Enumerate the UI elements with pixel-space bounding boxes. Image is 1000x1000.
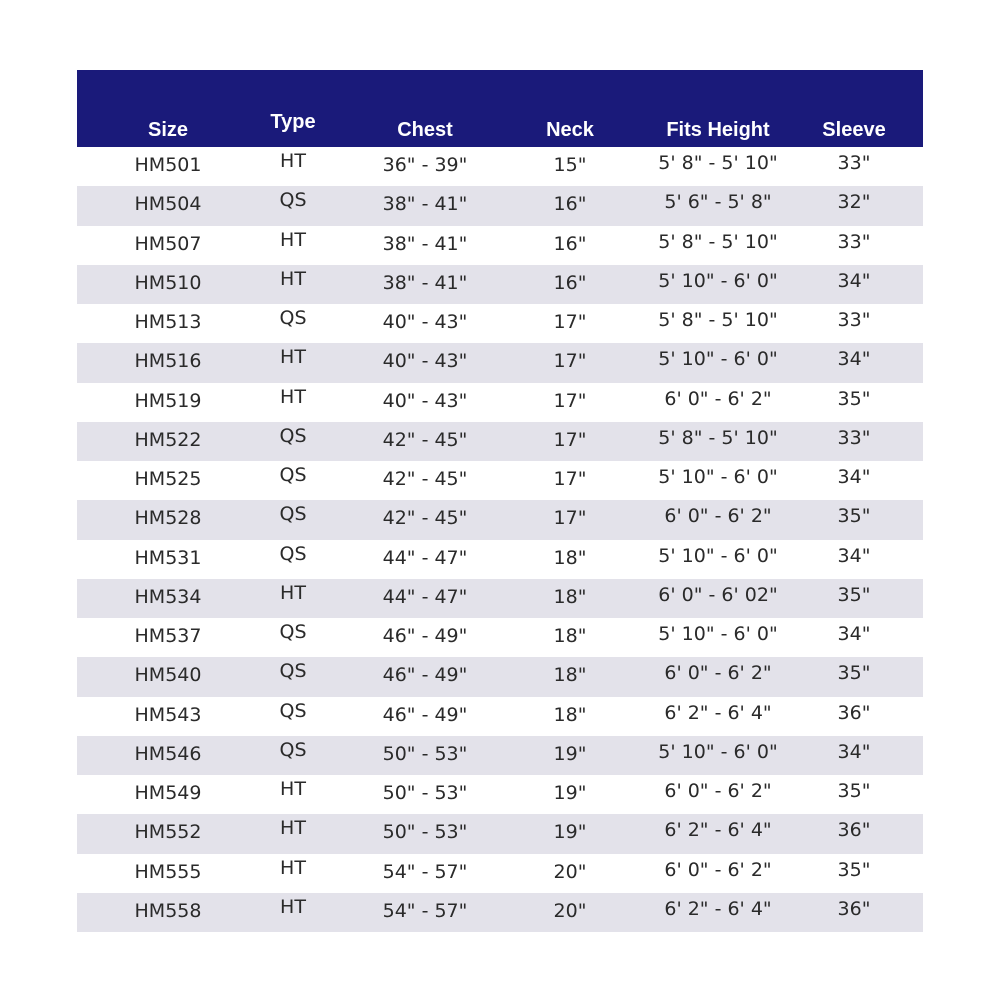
cell-chest: 38" - 41" — [382, 271, 468, 294]
cell-fits-height: 6' 0" - 6' 2" — [664, 780, 772, 802]
cell-neck: 17" — [553, 350, 587, 373]
cell-sleeve: 35" — [837, 858, 871, 881]
cell-neck: 18" — [553, 585, 587, 608]
cell-sleeve: 32" — [837, 191, 871, 214]
column-header-size: Size — [147, 119, 189, 141]
cell-type: QS — [279, 424, 307, 447]
cell-sleeve: 36" — [837, 701, 871, 724]
cell-neck: 18" — [553, 546, 587, 569]
cell-chest: 44" - 47" — [382, 585, 468, 608]
cell-neck: 19" — [553, 821, 587, 844]
cell-neck: 18" — [553, 703, 587, 726]
cell-fits-height: 6' 0" - 6' 2" — [664, 662, 772, 685]
cell-chest: 46" - 49" — [382, 703, 468, 726]
table-row — [77, 618, 923, 657]
cell-sleeve: 35" — [837, 583, 871, 606]
cell-size: HM534 — [134, 585, 202, 608]
cell-fits-height: 5' 10" - 6' 0" — [658, 348, 778, 371]
cell-size: HM510 — [134, 271, 202, 294]
cell-size: HM522 — [134, 428, 202, 451]
cell-sleeve: 33" — [837, 309, 871, 331]
table-row — [77, 814, 923, 853]
cell-fits-height: 5' 8" - 5' 10" — [658, 152, 778, 174]
column-header-chest: Chest — [397, 119, 453, 141]
cell-fits-height: 6' 0" - 6' 2" — [664, 858, 772, 881]
column-header-fits-height: Fits Height — [666, 119, 770, 141]
cell-sleeve: 35" — [837, 662, 871, 685]
cell-chest: 54" - 57" — [382, 860, 468, 883]
cell-neck: 19" — [553, 742, 587, 765]
cell-sleeve: 33" — [837, 152, 871, 174]
cell-type: HT — [280, 385, 306, 408]
cell-size: HM519 — [134, 389, 202, 412]
cell-type: HT — [280, 817, 306, 840]
cell-size: HM537 — [134, 625, 202, 647]
cell-fits-height: 5' 10" - 6' 0" — [658, 623, 778, 645]
cell-chest: 46" - 49" — [382, 625, 468, 647]
cell-neck: 17" — [553, 389, 587, 412]
table-row — [77, 147, 923, 186]
cell-size: HM513 — [134, 311, 202, 333]
cell-chest: 42" - 45" — [382, 468, 468, 490]
table-row — [77, 461, 923, 500]
table-row — [77, 697, 923, 736]
cell-type: QS — [279, 464, 307, 486]
cell-chest: 44" - 47" — [382, 546, 468, 569]
cell-chest: 46" - 49" — [382, 664, 468, 687]
cell-neck: 16" — [553, 193, 587, 216]
cell-type: QS — [279, 660, 307, 683]
cell-neck: 17" — [553, 507, 587, 530]
table-row — [77, 657, 923, 696]
cell-size: HM546 — [134, 742, 202, 765]
cell-sleeve: 36" — [837, 819, 871, 842]
cell-neck: 15" — [553, 154, 587, 176]
table-row — [77, 854, 923, 893]
cell-sleeve: 36" — [837, 897, 871, 920]
cell-chest: 38" - 41" — [382, 232, 468, 255]
cell-neck: 18" — [553, 625, 587, 647]
cell-size: HM549 — [134, 782, 202, 804]
cell-size: HM501 — [134, 154, 202, 176]
cell-size: HM528 — [134, 507, 202, 530]
cell-type: HT — [280, 346, 306, 369]
cell-chest: 40" - 43" — [382, 350, 468, 373]
cell-fits-height: 6' 2" - 6' 4" — [664, 897, 772, 920]
cell-size: HM558 — [134, 899, 202, 922]
cell-chest: 40" - 43" — [382, 311, 468, 333]
cell-size: HM504 — [134, 193, 202, 216]
cell-type: QS — [279, 621, 307, 643]
cell-type: HT — [280, 895, 306, 918]
cell-chest: 38" - 41" — [382, 193, 468, 216]
column-header-sleeve: Sleeve — [822, 119, 886, 141]
cell-fits-height: 6' 0" - 6' 02" — [658, 583, 778, 606]
table-row — [77, 579, 923, 618]
cell-size: HM540 — [134, 664, 202, 687]
cell-size: HM555 — [134, 860, 202, 883]
table-row — [77, 893, 923, 932]
table-row — [77, 343, 923, 382]
cell-type: QS — [279, 307, 307, 329]
cell-fits-height: 5' 8" - 5' 10" — [658, 426, 778, 449]
table-row — [77, 226, 923, 265]
column-header-type: Type — [270, 111, 316, 133]
cell-fits-height: 5' 6" - 5' 8" — [664, 191, 772, 214]
cell-chest: 42" - 45" — [382, 428, 468, 451]
cell-neck: 18" — [553, 664, 587, 687]
cell-type: QS — [279, 699, 307, 722]
cell-chest: 50" - 53" — [382, 782, 468, 804]
table-body — [77, 147, 923, 932]
cell-size: HM507 — [134, 232, 202, 255]
cell-type: HT — [280, 228, 306, 251]
size-chart-table — [77, 70, 923, 932]
cell-fits-height: 6' 0" - 6' 2" — [664, 505, 772, 528]
cell-chest: 50" - 53" — [382, 742, 468, 765]
cell-type: HT — [280, 778, 306, 800]
table-row — [77, 304, 923, 343]
table-row — [77, 265, 923, 304]
cell-sleeve: 35" — [837, 780, 871, 802]
table-row — [77, 775, 923, 814]
cell-size: HM543 — [134, 703, 202, 726]
cell-chest: 36" - 39" — [382, 154, 468, 176]
cell-sleeve: 34" — [837, 623, 871, 645]
cell-size: HM516 — [134, 350, 202, 373]
cell-sleeve: 34" — [837, 269, 871, 292]
cell-chest: 50" - 53" — [382, 821, 468, 844]
cell-sleeve: 34" — [837, 466, 871, 488]
cell-neck: 16" — [553, 232, 587, 255]
cell-neck: 19" — [553, 782, 587, 804]
cell-type: HT — [280, 856, 306, 879]
cell-sleeve: 33" — [837, 426, 871, 449]
cell-neck: 17" — [553, 428, 587, 451]
cell-neck: 16" — [553, 271, 587, 294]
cell-neck: 20" — [553, 860, 587, 883]
cell-fits-height: 5' 10" - 6' 0" — [658, 544, 778, 567]
cell-type: HT — [280, 150, 306, 172]
cell-size: HM552 — [134, 821, 202, 844]
table-row — [77, 736, 923, 775]
cell-sleeve: 35" — [837, 387, 871, 410]
cell-size: HM525 — [134, 468, 202, 490]
cell-neck: 17" — [553, 311, 587, 333]
cell-fits-height: 5' 8" - 5' 10" — [658, 309, 778, 331]
cell-size: HM531 — [134, 546, 202, 569]
cell-type: HT — [280, 267, 306, 290]
table-row — [77, 422, 923, 461]
cell-sleeve: 34" — [837, 740, 871, 763]
cell-sleeve: 34" — [837, 348, 871, 371]
table-row — [77, 540, 923, 579]
cell-type: QS — [279, 542, 307, 565]
cell-type: QS — [279, 738, 307, 761]
cell-chest: 40" - 43" — [382, 389, 468, 412]
cell-fits-height: 5' 10" - 6' 0" — [658, 740, 778, 763]
column-header-neck: Neck — [546, 119, 594, 141]
table-row — [77, 186, 923, 225]
table-row — [77, 500, 923, 539]
cell-fits-height: 6' 2" - 6' 4" — [664, 701, 772, 724]
table-header-row — [77, 70, 923, 147]
cell-fits-height: 5' 8" - 5' 10" — [658, 230, 778, 253]
cell-fits-height: 6' 0" - 6' 2" — [664, 387, 772, 410]
cell-chest: 42" - 45" — [382, 507, 468, 530]
cell-sleeve: 33" — [837, 230, 871, 253]
cell-sleeve: 34" — [837, 544, 871, 567]
cell-fits-height: 6' 2" - 6' 4" — [664, 819, 772, 842]
cell-neck: 17" — [553, 468, 587, 490]
cell-sleeve: 35" — [837, 505, 871, 528]
cell-type: HT — [280, 581, 306, 604]
cell-fits-height: 5' 10" - 6' 0" — [658, 269, 778, 292]
cell-type: QS — [279, 503, 307, 526]
cell-neck: 20" — [553, 899, 587, 922]
cell-fits-height: 5' 10" - 6' 0" — [658, 466, 778, 488]
table-row — [77, 383, 923, 422]
cell-chest: 54" - 57" — [382, 899, 468, 922]
cell-type: QS — [279, 189, 307, 212]
